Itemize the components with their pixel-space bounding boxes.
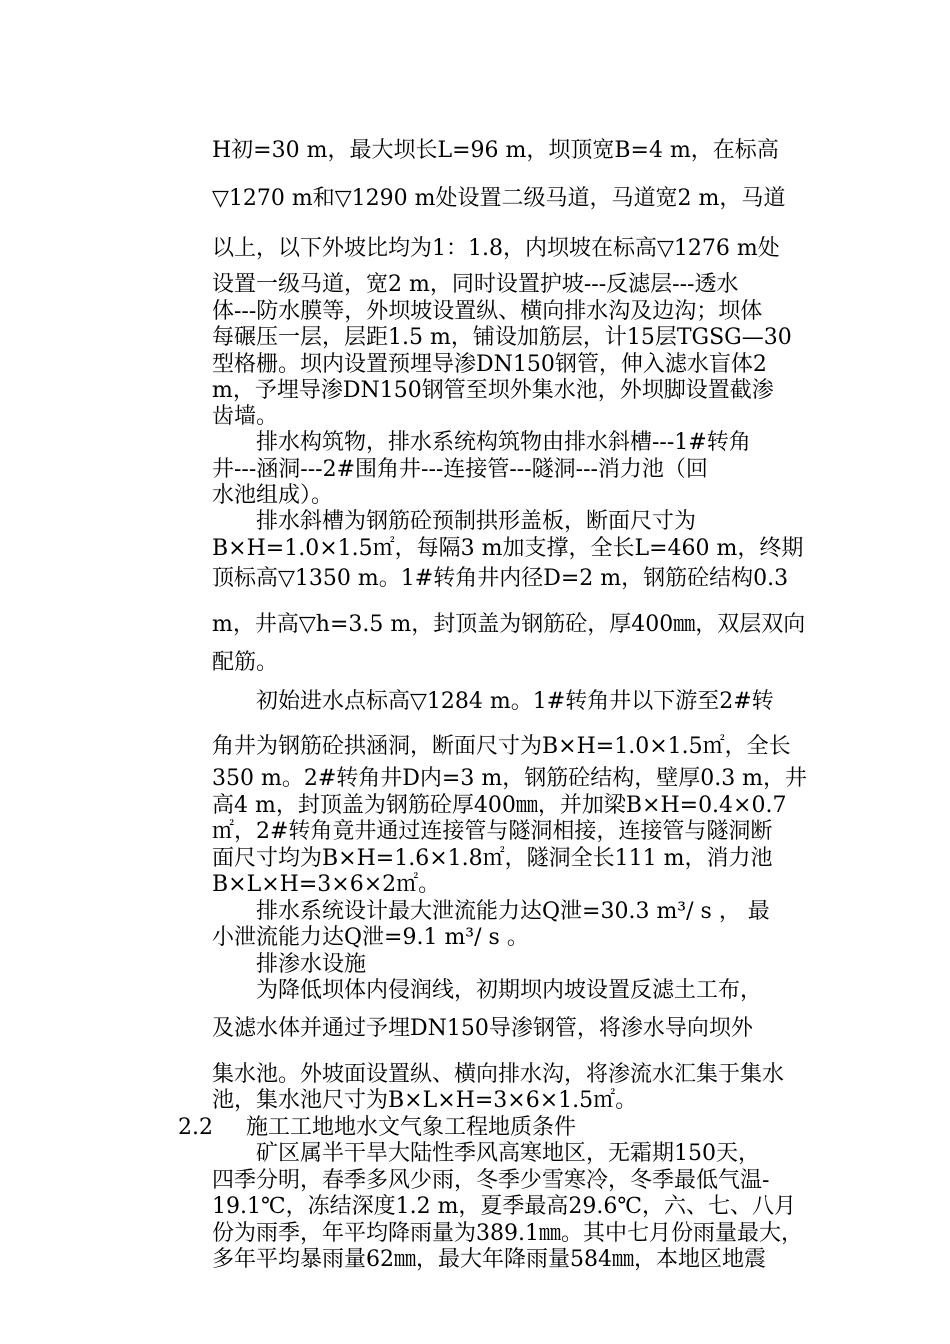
text-line: 角井为钢筋砼拱涵洞，断面尺寸为B×H=1.0×1.5㎡，全长 [212,734,791,759]
text-line: 齿墙。 [212,404,279,429]
paragraph-start: 排水构筑物，排水系统构筑物由排水斜槽---1#转角 [256,430,751,455]
text-line: 350 m。2#转角井D内=3 m，钢筋砼结构，壁厚0.3 m，井 [212,766,808,791]
text-line: ㎡，2#转角竟井通过连接管与隧洞相接，连接管与隧洞断 [212,819,773,844]
paragraph-start: 为降低坝体内侵润线，初期坝内坡设置反滤土工布， [256,978,763,1003]
subheading: 排渗水设施 [256,952,367,977]
text-line: B×L×H=3×6×2㎡。 [212,872,441,897]
text-line: m，井高▽h=3.5 m，封顶盖为钢筋砼，厚400㎜，双层双向 [212,612,806,637]
text-line: 池，集水池尺寸为B×L×H=3×6×1.5㎡。 [212,1088,638,1113]
text-line: 水池组成）。 [212,483,334,508]
text-line: B×H=1.0×1.5㎡，每隔3 m加支撑，全长L=460 m，终期 [212,536,804,561]
text-line: 每碾压一层，层距1.5 m，铺设加筋层，计15层TGSG—30 [212,325,792,350]
text-line: 高4 m，封顶盖为钢筋砼厚400㎜，并加梁B×H=0.4×0.7 [212,793,787,818]
text-line: H初=30 m，最大坝长L=96 m，坝顶宽B=4 m，在标高 [212,138,779,163]
paragraph-start: 矿区属半干旱大陆性季风高寒地区，无霜期150天， [256,1141,760,1166]
text-line: 及滤水体并通过予埋DN150导渗钢管，将渗水导向坝外 [212,1016,753,1041]
text-line: 配筋。 [212,650,279,675]
text-line: 集水池。外坡面设置纵、横向排水沟，将渗流水汇集于集水 [212,1062,785,1087]
paragraph-start: 排水斜槽为钢筋砼预制拱形盖板，断面尺寸为 [256,509,697,534]
text-line: 顶标高▽1350 m。1#转角井内径D=2 m，钢筋砼结构0.3 [212,566,789,591]
text-line: 设置一级马道，宽2 m，同时设置护坡---反滤层---透水 [212,272,739,297]
text-line: 面尺寸均为B×H=1.6×1.8㎡，隧洞全长111 m，消力池 [212,846,773,871]
text-line: 份为雨季，年平均降雨量为389.1㎜。其中七月份雨量最大， [212,1221,803,1246]
text-line: 体---防水膜等，外坝坡设置纵、横向排水沟及边沟；坝体 [212,299,763,324]
text-line: 四季分明，春季多风少雨，冬季少雪寒冷，冬季最低气温- [212,1168,770,1193]
text-line: 19.1℃，冻结深度1.2 m，夏季最高29.6℃，六、七、八月 [212,1194,797,1219]
paragraph-start: 初始进水点标高▽1284 m。1#转角井以下游至2#转 [256,689,774,714]
text-line: 多年平均暴雨量62㎜，最大年降雨量584㎜，本地区地震 [212,1247,766,1272]
text-line: ▽1270 m和▽1290 m处设置二级马道，马道宽2 m，马道 [212,186,786,211]
text-line: m，予埋导渗DN150钢管至坝外集水池，外坝脚设置截渗 [212,378,774,403]
text-line: 型格栅。坝内设置预埋导渗DN150钢管，伸入滤水盲体2 [212,352,767,377]
section-heading [178,1115,576,1141]
section-title: 施工工地地水文气象工程地质条件 [246,1115,577,1140]
text-line: 小泄流能力达Q泄=9.1 m³/ s 。 [212,925,529,950]
section-number: 2.2 [178,1115,213,1140]
text-line: 井---涵洞---2#围角井---连接管---隧洞---消力池（回 [212,457,708,482]
paragraph-start: 排水系统设计最大泄流能力达Q泄=30.3 m³/ s ， 最 [256,899,770,924]
text-line: 以上，以下外坡比均为1：1.8，内坝坡在标高▽1276 m处 [212,236,780,261]
